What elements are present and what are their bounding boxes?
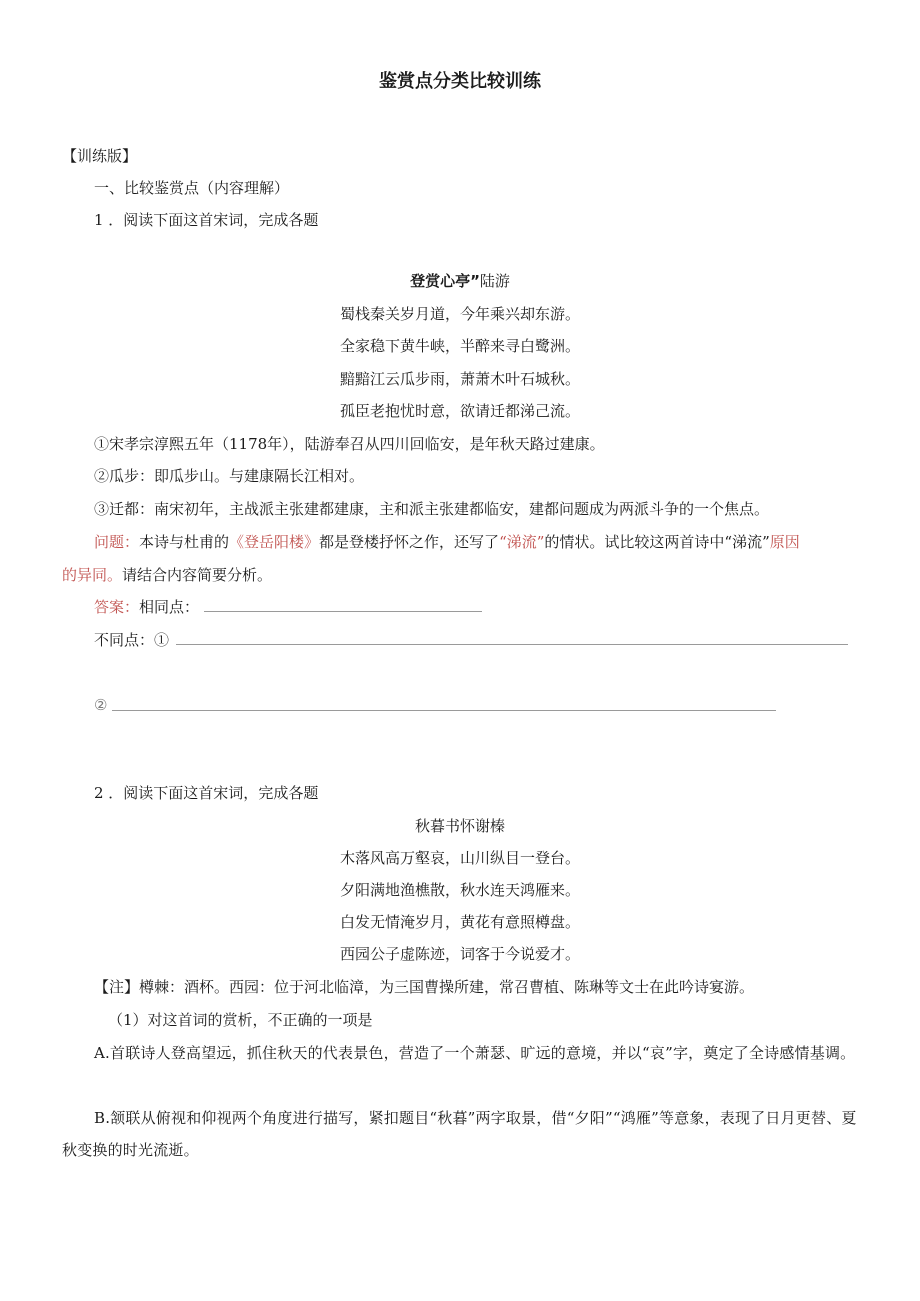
question-quote: “涕流” — [499, 533, 545, 551]
part1-heading: 一、比较鉴赏点（内容理解） — [94, 179, 290, 197]
q2-poem-line: 夕阳满地渔樵散，秋水连天鸿雁来。 — [339, 881, 580, 899]
question-label: 问题： — [94, 533, 140, 551]
question-text: 本诗与杜甫的 — [139, 533, 230, 551]
q1-poem-heading — [0, 271, 920, 291]
question-text: 的情状。试比较这两首诗中“涕流” — [544, 533, 770, 551]
q2-poem-line: 木落风高万壑哀，山川纵目一登台。 — [339, 849, 580, 867]
q2-intro: 2 ．阅读下面这首宋词，完成各题 — [94, 784, 319, 802]
q1-intro: 1 ．阅读下面这首宋词，完成各题 — [94, 211, 319, 229]
q1-poem-line: 蜀栈秦关岁月道，今年乘兴却东游。 — [339, 305, 580, 323]
page-title: 鉴赏点分类比较训练 — [379, 71, 541, 92]
same-label: 相同点： — [139, 598, 200, 616]
question-highlight: 的异同。 — [62, 566, 123, 584]
q2-poem-line: 白发无情淹岁月，黄花有意照樽盘。 — [339, 913, 580, 931]
section-label: 【训练版】 — [62, 147, 138, 165]
q2-note: 【注】樽棘：酒杯。西园：位于河北临漳，为三国曹操所建，常召曹植、陈琳等文士在此吟诗宴游。 — [94, 978, 755, 996]
q1-poem-line: 孤臣老抱忧时意，欲请迁都涕己流。 — [339, 402, 580, 420]
option-a[interactable]: A.首联诗人登高望远，抓住秋天的代表景色，营造了一个萧瑟、旷远的意境，并以“哀”字，奠定了全诗感情基调。 — [94, 1044, 856, 1062]
q1-poem-line: 全家稳下黄牛峡，半醉来寻白鹭洲。 — [339, 337, 580, 355]
diff-label: 不同点：① — [94, 631, 170, 649]
diff-label-2: ② — [94, 696, 108, 714]
q1-poem-title: 登赏心亭” — [410, 272, 480, 290]
same-answer-blank[interactable] — [204, 611, 482, 612]
q1-note-2: ②瓜步：即瓜步山。与建康隔长江相对。 — [94, 467, 365, 485]
answer-row — [94, 597, 199, 617]
q1-question-line2 — [62, 565, 272, 585]
answer-label: 答案： — [94, 598, 140, 616]
q1-poem-line: 黯黯江云瓜步雨，萧萧木叶石城秋。 — [339, 370, 580, 388]
q1-question-line1 — [94, 532, 800, 552]
q1-note-1: ①宋孝宗淳熙五年（1178年），陆游奉召从四川回临安，是年秋天路过建康。 — [94, 435, 605, 453]
diff-answer-blank-1[interactable] — [176, 644, 848, 645]
question-reference: 《登岳阳楼》 — [229, 533, 320, 551]
q1-note-3: ③迁都：南宋初年，主战派主张建都建康，主和派主张建都临安，建都问题成为两派斗争的一个焦点。 — [94, 500, 770, 518]
question-highlight: 原因 — [769, 533, 800, 551]
diff-answer-blank-2[interactable] — [112, 710, 776, 711]
question-text: 都是登楼抒怀之作，还写了 — [319, 533, 500, 551]
q1-poem-author: 陆游 — [479, 272, 510, 290]
option-b[interactable]: B.颔联从俯视和仰视两个角度进行描写，紧扣题目“秋暮”两字取景，借“夕阳”“鸿雁”等意象，表现了日月更替、夏秋变换的时光流逝。 — [62, 1109, 857, 1159]
q2-sub-question: （1）对这首词的赏析，不正确的一项是 — [108, 1011, 373, 1029]
q2-poem-line: 西园公子虚陈迹，词客于今说爱才。 — [339, 945, 580, 963]
q2-poem-title: 秋暮书怀谢榛 — [414, 817, 505, 835]
question-text: 请结合内容简要分析。 — [122, 566, 273, 584]
